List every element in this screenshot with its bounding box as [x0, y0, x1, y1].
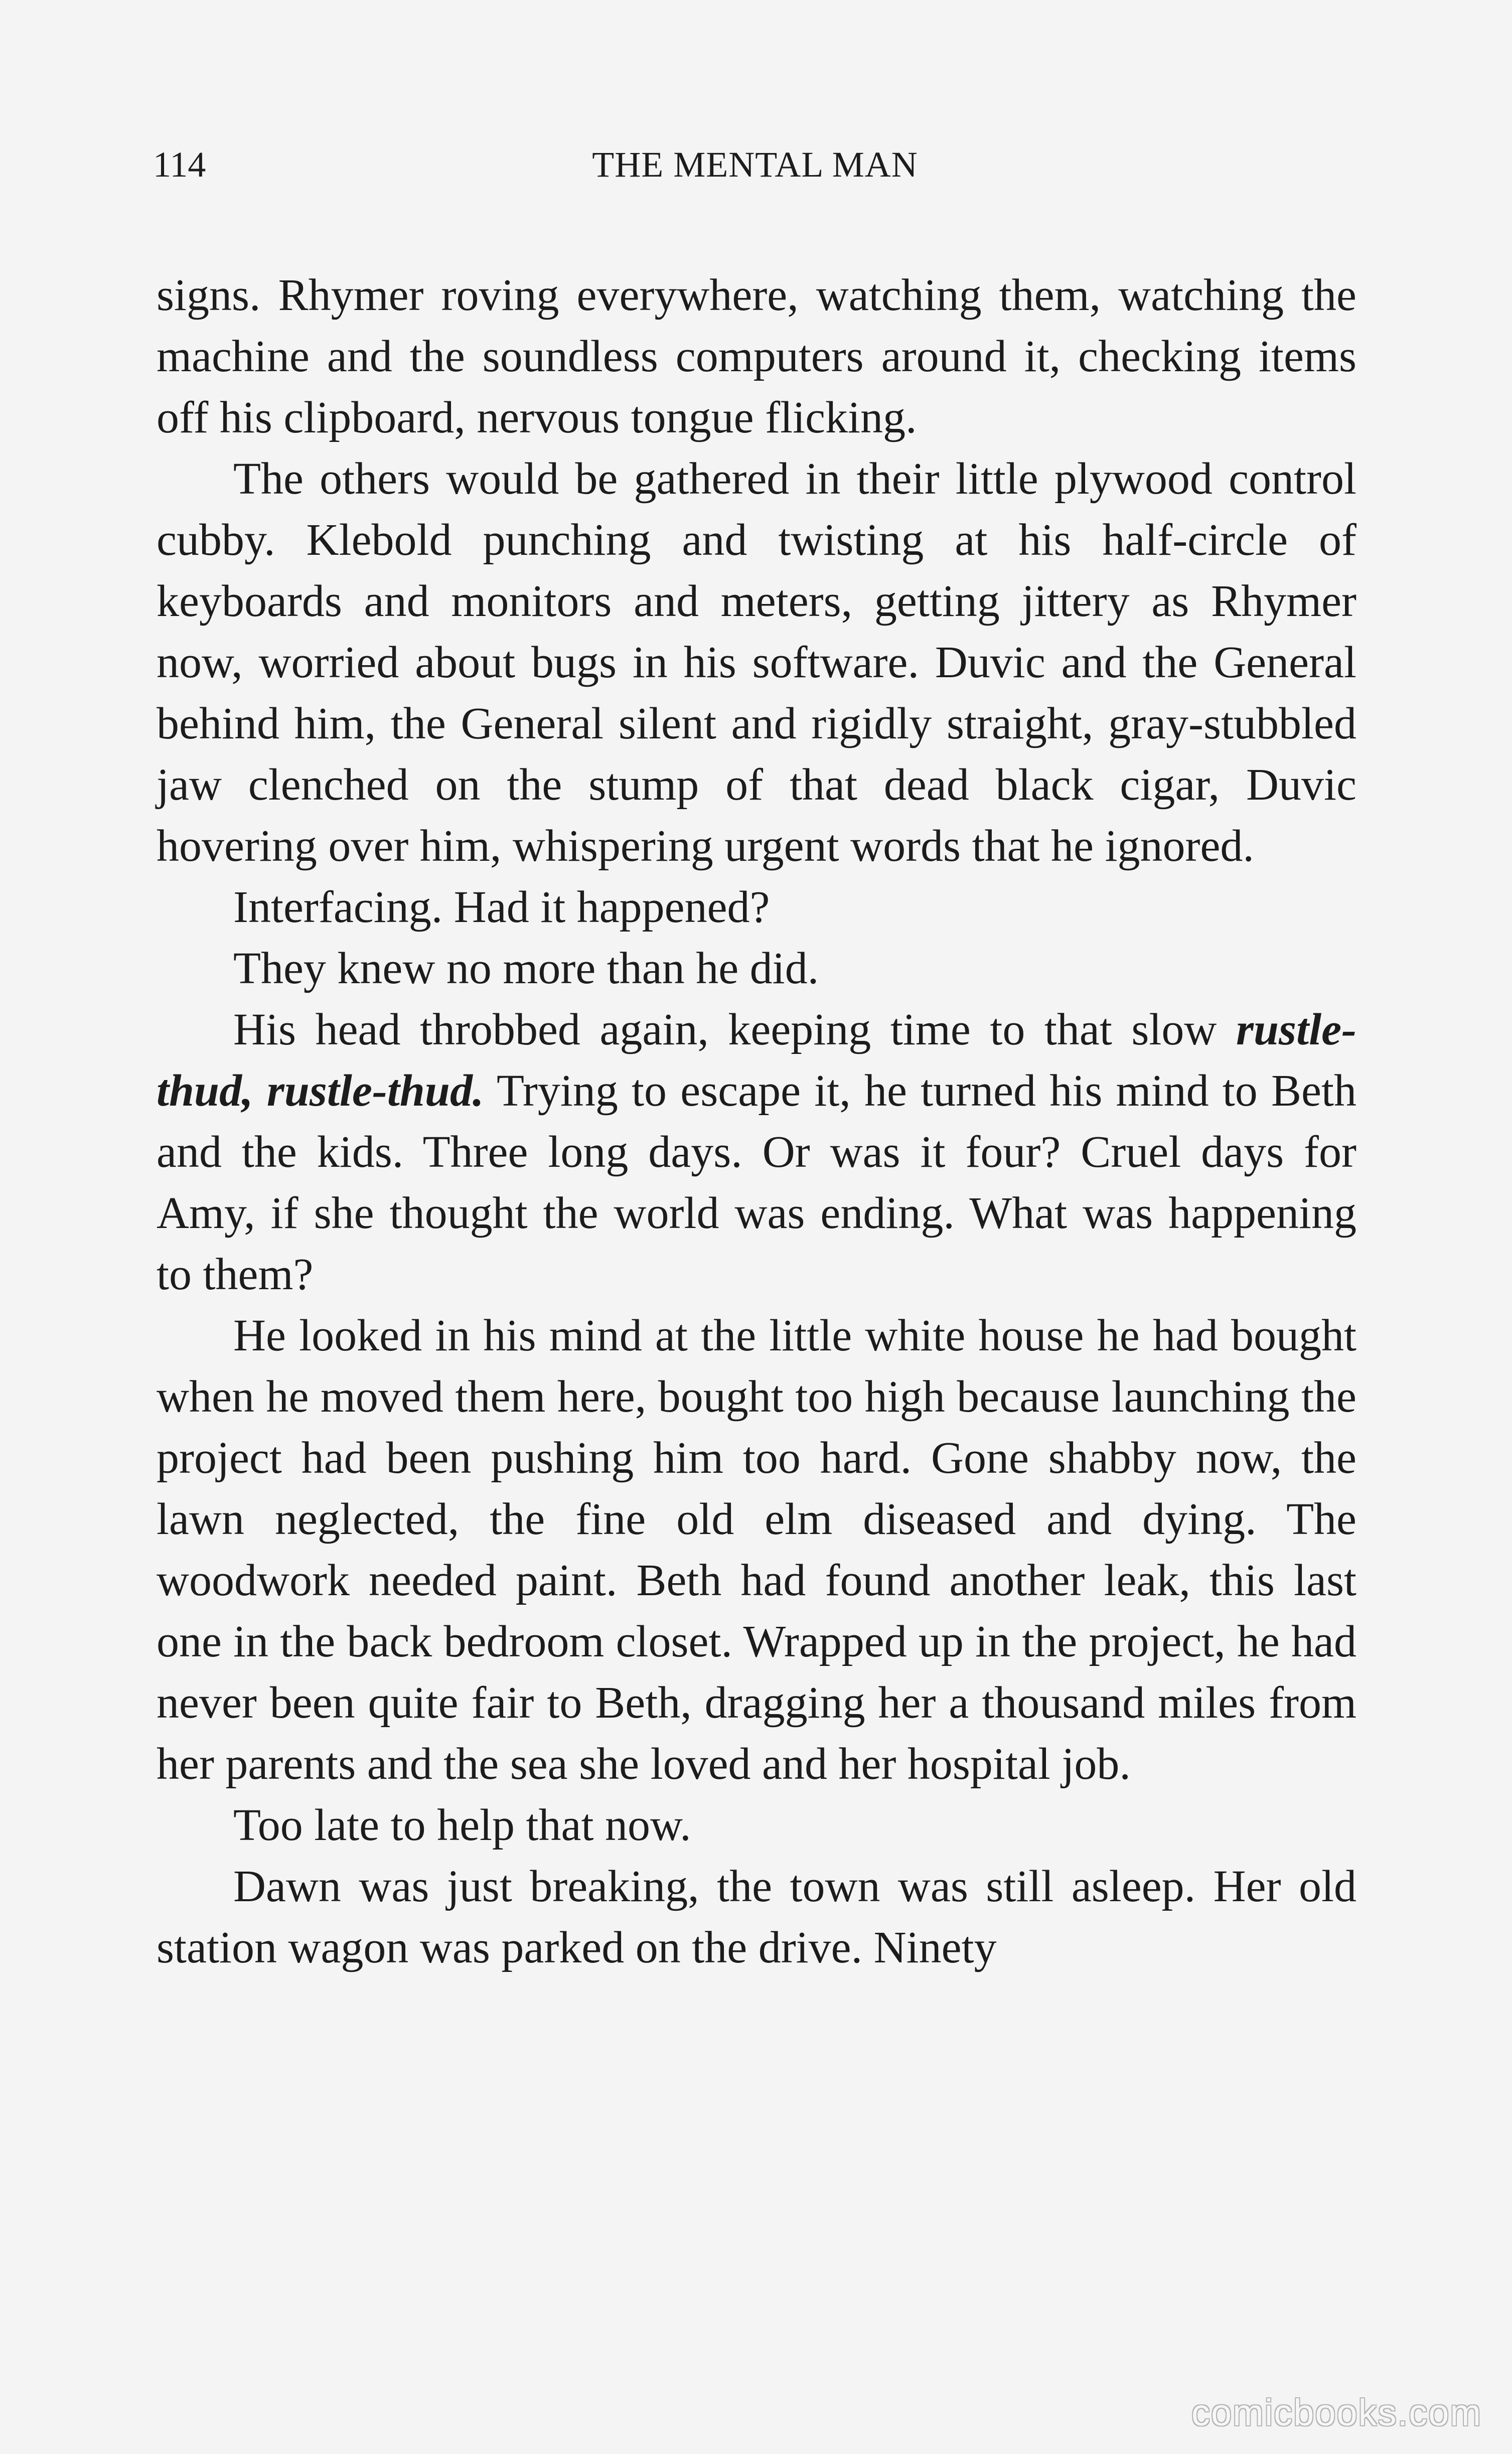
page-header [153, 134, 1357, 195]
paragraph: They knew no more than he did. [233, 944, 819, 993]
paragraph: Interfacing. Had it happened? [233, 882, 770, 932]
page-number: 114 [153, 144, 206, 185]
paragraph [157, 999, 1356, 1305]
emphasized-text: rustle-thud, rustle-thud. [157, 1005, 1356, 1116]
paragraph-text: His head throbbed again, keeping time to that slow [233, 1005, 1236, 1054]
paragraph: signs. Rhymer roving everywhere, watching them, watching the machine and the soundless computers around it, checking items off his clipboard, nervous tongue flicking. [157, 270, 1356, 442]
paragraph: He looked in his mind at the little white house he had bought when he moved them here, bought too high because launching the project had been pushing him too hard. Gone shabby now, the lawn neglected, the fine old elm diseased and dying. The woodwork needed paint. Beth had found another leak, this last one in the back bedroom closet. Wrapped up in the project, he had never been quite fair to Beth, dragging her a thousand miles from her parents and the sea she loved and her hospital job. [157, 1311, 1356, 1789]
paragraph-text: Trying to escape it, he turned his mind to Beth and the kids. Three long days. Or was it four? Cruel days for Amy, if she thought the world was ending. What was happening to them? [157, 1066, 1356, 1299]
paragraph: The others would be gathered in their little plywood control cubby. Klebold punching and twisting at his half-circle of keyboards and monitors and meters, getting jittery as Rhymer now, worried about bugs in his software. Duvic and the General behind him, the General silent and rigidly straight, gray-stubbled jaw clenched on the stump of that dead black cigar, Duvic hovering over him, whispering urgent words that he ignored. [157, 454, 1356, 871]
paragraph: Dawn was just breaking, the town was still asleep. Her old station wagon was parked on the drive. Ninety [157, 1862, 1356, 1972]
watermark: comicbooks.com [1191, 2392, 1482, 2433]
body-text [157, 265, 1356, 1978]
paragraph: Too late to help that now. [233, 1800, 691, 1850]
running-title: THE MENTAL MAN [592, 144, 918, 185]
